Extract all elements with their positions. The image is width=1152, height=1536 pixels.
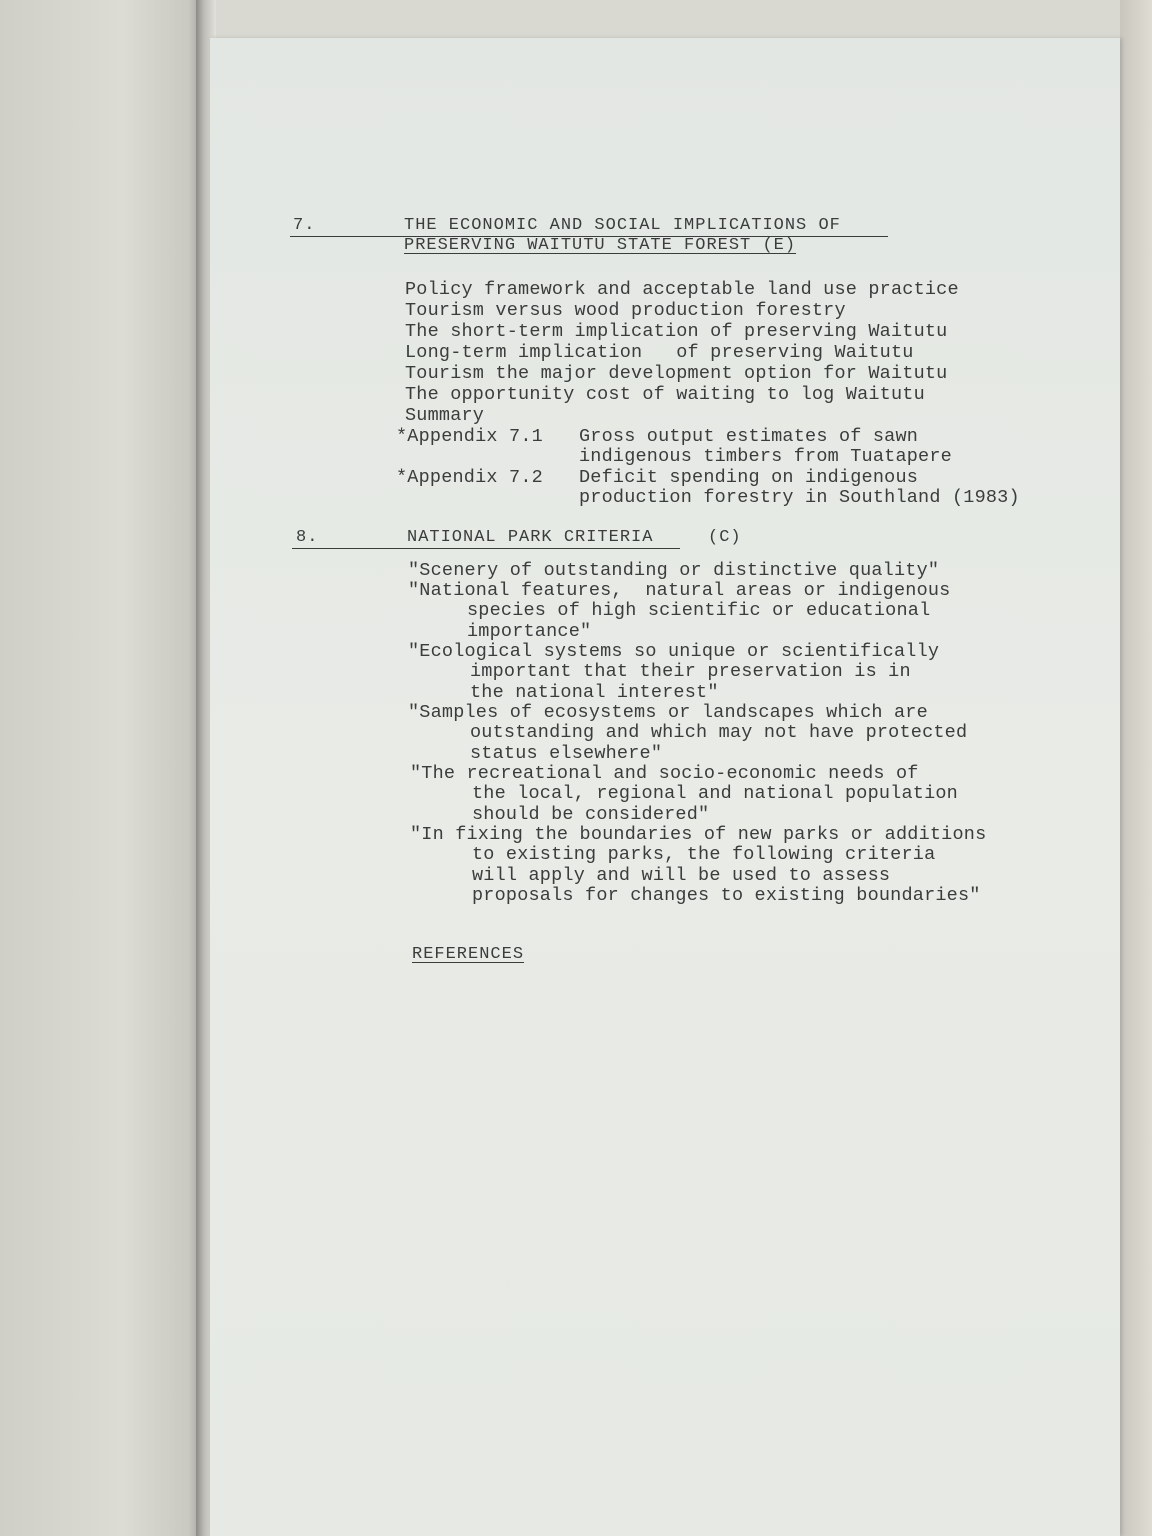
- criteria-line: outstanding and which may not have protected: [470, 722, 968, 743]
- references-heading: REFERENCES: [412, 945, 525, 964]
- criteria-line: "Samples of ecosystems or landscapes which are: [408, 702, 928, 723]
- criteria-line: should be considered": [472, 804, 710, 825]
- section-7-item: Long-term implication of preserving Waitutu: [405, 342, 914, 363]
- section-7-item: The short-term implication of preserving Waitutu: [405, 321, 948, 342]
- appendix-description: Gross output estimates of sawn: [579, 426, 919, 447]
- criteria-line: "In fixing the boundaries of new parks or additions: [410, 824, 987, 845]
- criteria-line: status elsewhere": [470, 743, 663, 764]
- section-7-item: The opportunity cost of waiting to log Waitutu: [405, 384, 925, 405]
- criteria-line: the local, regional and national population: [472, 783, 958, 804]
- appendix-description: indigenous timbers from Tuatapere: [579, 446, 952, 467]
- criteria-line: important that their preservation is in: [470, 661, 911, 682]
- section-7-item: Tourism the major development option for Waitutu: [405, 363, 948, 384]
- appendix-description: production forestry in Southland (1983): [579, 487, 1020, 508]
- criteria-line: "National features, natural areas or indigenous: [408, 580, 951, 601]
- criteria-line: "Ecological systems so unique or scientifically: [408, 641, 940, 662]
- criteria-line: importance": [467, 621, 592, 642]
- section-8-number: 8.: [296, 528, 319, 547]
- section-7-item: Tourism versus wood production forestry: [405, 300, 846, 321]
- criteria-line: "Scenery of outstanding or distinctive quality": [408, 560, 940, 581]
- appendix-label: *Appendix 7.1: [396, 426, 543, 447]
- criteria-line: will apply and will be used to assess: [472, 865, 891, 886]
- criteria-line: proposals for changes to existing boundaries": [472, 885, 981, 906]
- section-7-title-line1: THE ECONOMIC AND SOCIAL IMPLICATIONS OF: [404, 216, 841, 235]
- section-8-tag: (C): [708, 528, 742, 547]
- criteria-line: to existing parks, the following criteria: [472, 844, 936, 865]
- section-8-title: NATIONAL PARK CRITERIA: [407, 528, 654, 547]
- criteria-line: "The recreational and socio-economic needs of: [410, 763, 919, 784]
- section-7-item: Summary: [405, 405, 485, 426]
- section-7-number: 7.: [293, 216, 316, 235]
- facing-page: [0, 0, 205, 1536]
- section-8-rule: [292, 548, 680, 549]
- section-7-item: Policy framework and acceptable land use practice: [405, 279, 959, 300]
- section-7-title-line2: PRESERVING WAITUTU STATE FOREST (E): [404, 236, 797, 255]
- criteria-line: the national interest": [470, 682, 719, 703]
- appendix-description: Deficit spending on indigenous: [579, 467, 919, 488]
- page-edge: [1120, 0, 1152, 1536]
- criteria-line: species of high scientific or educational: [467, 600, 931, 621]
- appendix-label: *Appendix 7.2: [396, 467, 543, 488]
